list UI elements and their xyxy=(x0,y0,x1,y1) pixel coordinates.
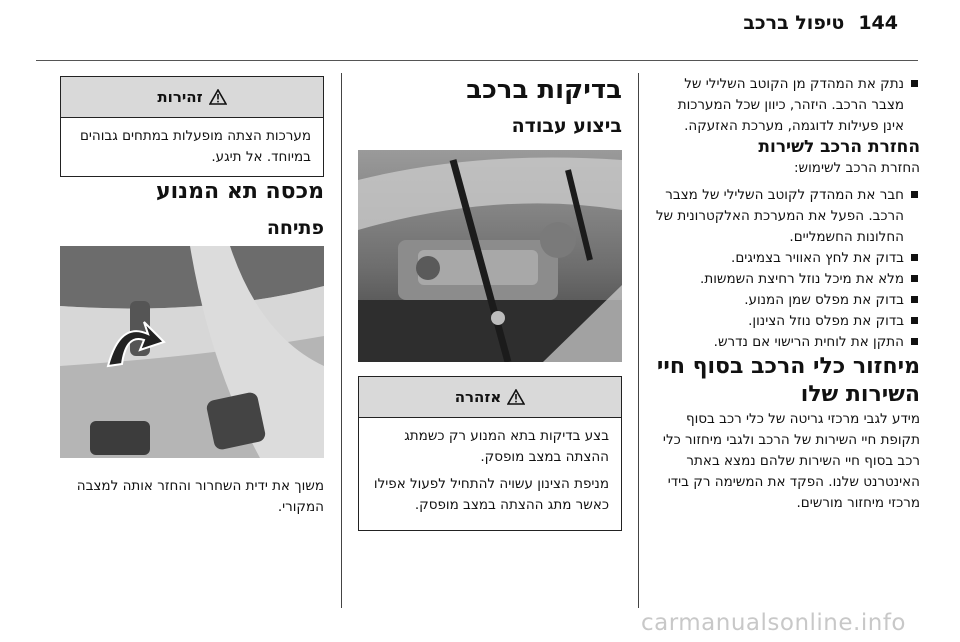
bonnet-subtitle: פתיחה xyxy=(266,217,324,239)
return-step: בדוק את מפלס נוזל הצינון. xyxy=(654,311,920,332)
warning-body xyxy=(359,418,621,530)
caution-header xyxy=(61,77,323,118)
caution-icon xyxy=(209,89,227,105)
engine-bay-image xyxy=(358,150,622,362)
return-step: בדוק את מפלס שמן המנוע. xyxy=(654,290,920,311)
return-step: התקן את לוחית הרישוי אם נדרש. xyxy=(654,332,920,353)
caution-text: מערכות הצתה מופעלות במתחים גבוהים במיוחד. אל תיגע. xyxy=(79,128,311,165)
column-divider-left xyxy=(341,73,342,608)
release-lever-image xyxy=(60,246,324,458)
warning-box xyxy=(358,376,622,531)
checks-title: בדיקות ברכב xyxy=(466,75,622,105)
caution-body xyxy=(61,118,323,176)
checks-subtitle: ביצוע עבודה xyxy=(511,115,622,137)
recycle-text: מידע לגבי מרכזי גריטה של כלי רכב בסוף תקופת חיי השירות של הרכב ולגבי מיחזור כלי רכב בסוף חיי השירות שלהם נמצא באתר האינטרנט שלנו. הפקד את המשימה רק בידי מרכזי מיחזור מורשים. xyxy=(662,411,920,511)
warning-icon xyxy=(507,389,525,405)
column-divider-right xyxy=(638,73,639,608)
caution-box xyxy=(60,76,324,177)
warning-text: בצע בדיקות בתא המנוע רק כשמתג ההצתה במצב מופסק. xyxy=(404,428,609,465)
lever-caption: משוך את ידית השחרור והחזר אותה למצבה המקורי. xyxy=(76,478,324,515)
return-step: בדוק את לחץ האוויר בצמיגים. xyxy=(654,248,920,269)
return-step: חבר את המהדק לקוטב השלילי של מצבר הרכב. הפעל את המערכת האלקטרונית של החלונות החשמליים. xyxy=(654,185,920,248)
right-column xyxy=(654,74,920,514)
section-title: טיפול ברכב xyxy=(743,12,845,34)
intro-bullet: נתק את המהדק מן הקוטב השלילי של מצבר הרכב. היזהר, כיוון שכל המערכות אינן פעילות לדוגמה, מערכת האזעקה. xyxy=(654,74,920,137)
page-header xyxy=(743,12,898,34)
recycle-heading: מיחזור כלי הרכב בסוף חיי השירות שלו xyxy=(656,354,920,407)
warning-header xyxy=(359,377,621,418)
header-divider xyxy=(36,60,918,61)
warning-text: מניפת הצינון עשויה להתחיל לפעול אפילו כאשר מתג ההצתה במצב מופסק. xyxy=(373,476,609,513)
lever-caption-wrap xyxy=(60,476,324,518)
page-number: 144 xyxy=(858,12,898,34)
middle-column xyxy=(358,74,622,137)
watermark: carmanualsonline.info xyxy=(640,610,906,636)
return-intro: החזרת הרכב לשימוש: xyxy=(794,160,920,176)
return-heading: החזרת הרכב לשירות xyxy=(758,137,920,157)
warning-label: אזהרה xyxy=(454,388,502,406)
return-step: מלא את מיכל נוזל רחיצת השמשות. xyxy=(654,269,920,290)
caution-label: זהירות xyxy=(157,88,203,106)
left-column-headings xyxy=(60,178,324,239)
bonnet-title: מכסה תא המנוע xyxy=(155,179,324,204)
